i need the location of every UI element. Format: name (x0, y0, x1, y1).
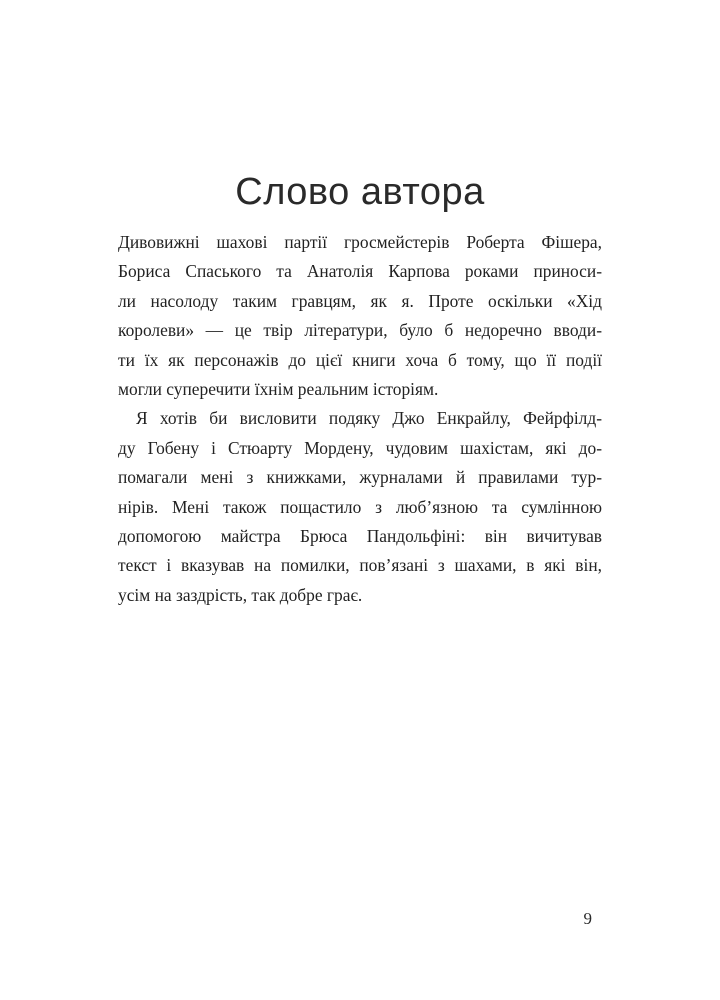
text-line: Я хотів би висловити подяку Джо Енкрайлу, Фейрфілд- (136, 408, 602, 429)
text-line: нірів. Мені також пощастило з люб’язною та сумлінною (118, 496, 602, 517)
text-line: помагали мені з книжками, журналами й правилами тур- (118, 467, 602, 488)
text-line: Дивовижні шахові партії гросмейстерів Роберта Фішера, (118, 232, 602, 252)
text-line: могли суперечити їхнім реальним історіям. (118, 378, 439, 399)
paragraph-2 (118, 404, 602, 610)
text-line: ли насолоду таким гравцям, як я. Проте оскільки «Хід (118, 290, 602, 311)
text-line: Бориса Спаського та Анатолія Карпова роками приноси- (118, 261, 602, 282)
paragraph-1 (118, 228, 602, 404)
text-line: усім на заздрість, так добре грає. (118, 584, 363, 605)
text-line: текст і вказував на помилки, пов’язані з шахами, в які він, (118, 555, 602, 576)
page-number: 9 (583, 909, 592, 928)
text-line: королеви» — це твір літератури, було б недоречно вводи- (118, 320, 602, 341)
body-text (118, 228, 602, 610)
text-line: ти їх як персонажів до цієї книги хоча б тому, що її події (118, 349, 602, 370)
text-line: допомогою майстра Брюса Пандольфіні: він вичитував (118, 525, 602, 546)
page-title: Слово автора (235, 171, 485, 213)
text-line: ду Гобену і Стюарту Мордену, чудовим шахістам, які до- (118, 437, 602, 458)
